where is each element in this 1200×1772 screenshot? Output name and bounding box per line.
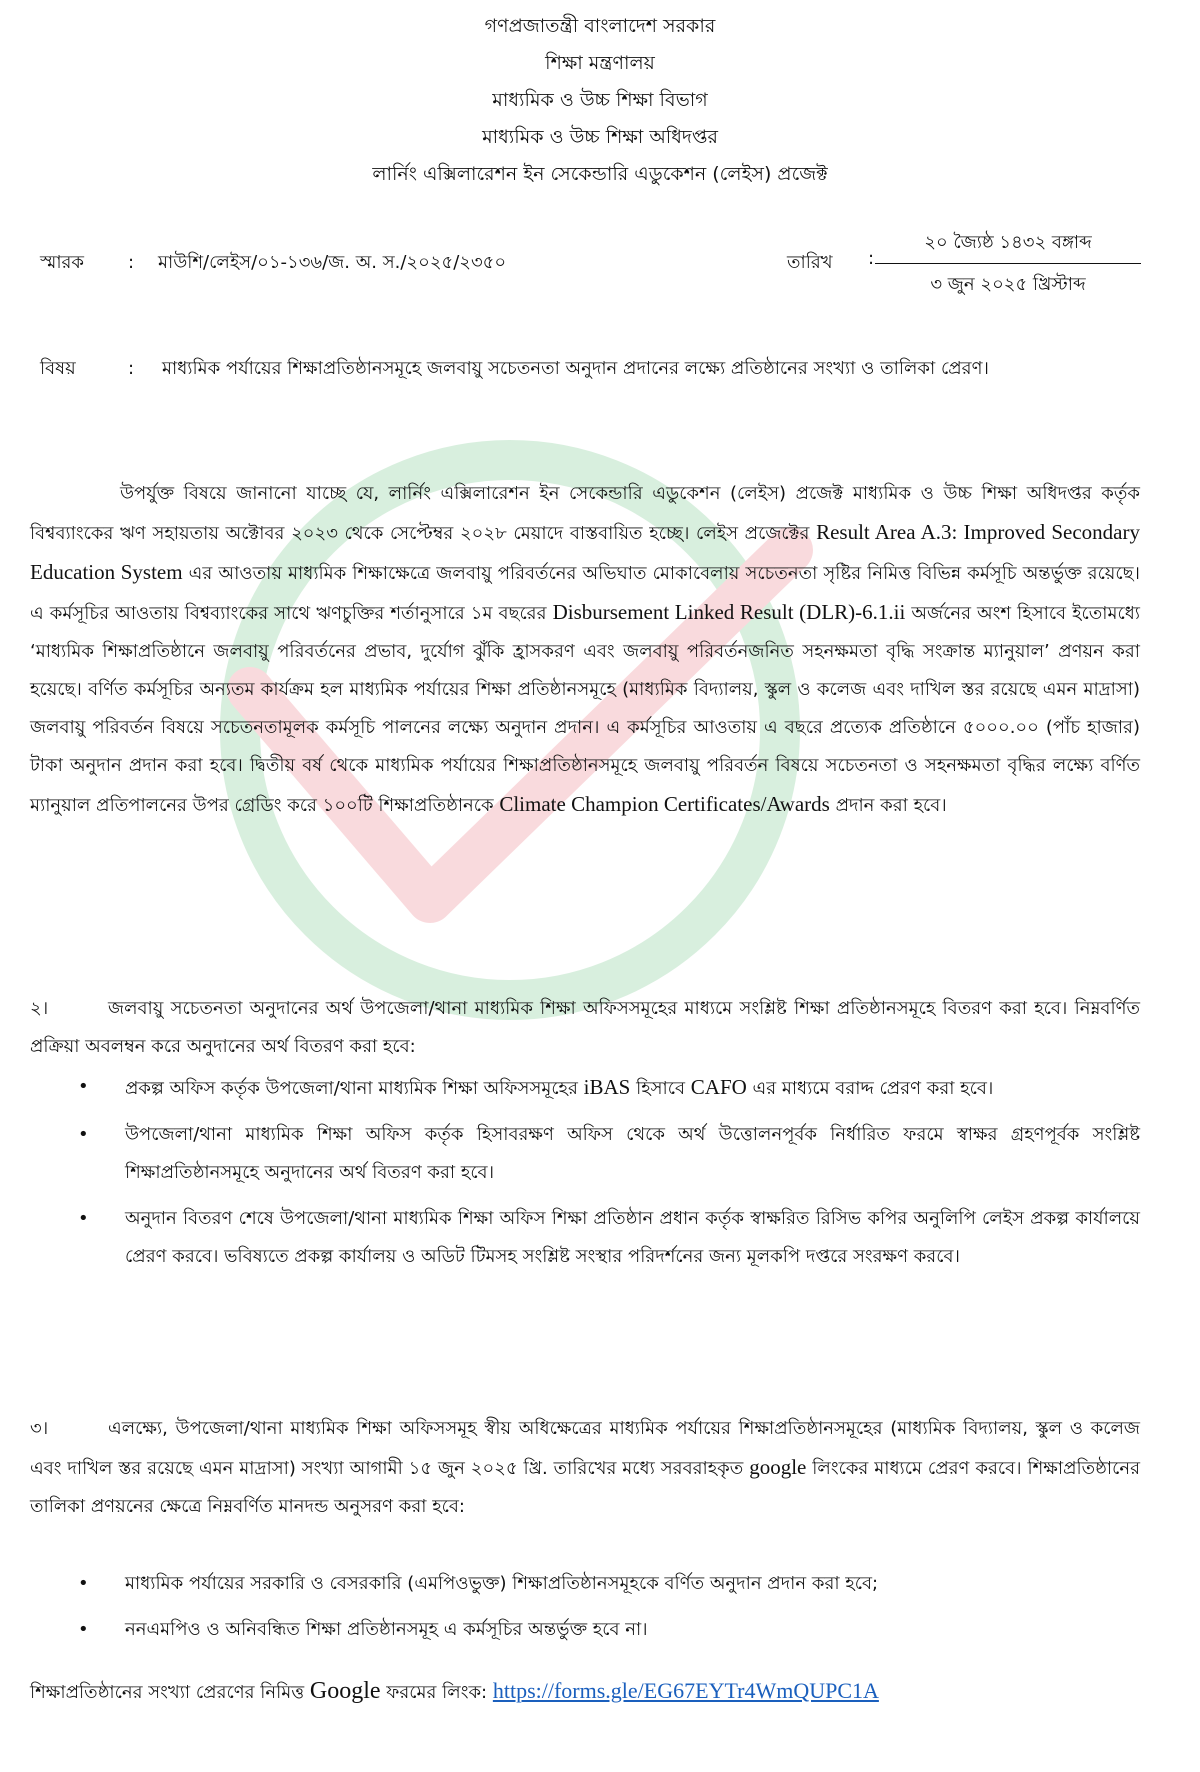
list-item-text: মাধ্যমিক পর্যায়ের সরকারি ও বেসরকারি (এমপিওভুক্ত) শিক্ষাপ্রতিষ্ঠানসমূহকে বর্ণিত অনুদান প্রদান করা হবে; [125,1573,879,1594]
reference-label: স্মারক [40,252,85,273]
list-item [40,1611,1140,1649]
date-english: ৩ জুন ২০২৫ খ্রিস্টাব্দ [930,274,1086,295]
subject-label: বিষয় [40,358,76,379]
paragraph-1 [30,475,1140,825]
dlr-term: Disbursement Linked Result (DLR)-6.1.ii [552,600,906,624]
bullet-icon: • [78,1619,89,1640]
google-form-link[interactable]: https://forms.gle/EG67EYTr4WmQUPC1A [492,1678,879,1703]
list-item [40,1200,1140,1276]
list-item-text: অনুদান বিতরণ শেষে উপজেলা/থানা মাধ্যমিক শিক্ষা অফিস শিক্ষা প্রতিষ্ঠান প্রধান কর্তৃক স্বাক্ষরিত রিসিভ কপির অনুলিপি লেইস প্রকল্প কার্যালয়ে প্রেরণ করবে। ভবিষ্যতে প্রকল্প কার্যালয় ও অডিট টিমসহ সংশ্লিষ্ট সংস্থার পরিদর্শনের জন্য মূলকপি দপ্তরে সংরক্ষণ করবে। [125,1208,1140,1267]
form-link-line [30,1678,879,1709]
bullet-icon: • [78,1076,89,1097]
date-colon: : [868,248,875,269]
paragraph-3 [30,1410,1140,1526]
subject-row [40,350,1140,388]
date-label: তারিখ [787,252,833,273]
paragraph-3-text-b: লিংকের মাধ্যমে প্রেরণ করবে। শিক্ষাপ্রতিষ্ঠানের তালিকা প্রণয়নের ক্ষেত্রে নিম্নবর্ণিত মানদন্ড অনুসরণ করা হবে: [30,1458,1140,1517]
list-item-text: এর মাধ্যমে বরাদ্দ প্রেরণ করা হবে। [746,1078,994,1099]
letterhead-government: গণপ্রজাতন্ত্রী বাংলাদেশ সরকার [484,15,716,37]
letterhead-ministry: শিক্ষা মন্ত্রণালয় [545,52,655,74]
bullet-icon: • [78,1573,89,1594]
subject-text: মাধ্যমিক পর্যায়ের শিক্ষাপ্রতিষ্ঠানসমূহে জলবায়ু সচেতনতা অনুদান প্রদানের লক্ষ্যে প্রতিষ্ঠানের সংখ্যা ও তালিকা প্রেরণ। [162,358,989,379]
climate-champion-term: Climate Champion Certificates/Awards [499,792,830,816]
list-item-text: হিসাবে [630,1078,691,1099]
google-term: google [749,1455,807,1479]
paragraph-3-number: ৩। [30,1418,49,1439]
paragraph-1-text-c: অর্জনের অংশ হিসাবে ইতোমধ্যে ‘মাধ্যমিক শিক্ষাপ্রতিষ্ঠানে জলবায়ু পরিবর্তনের প্রভাব, দুর্যোগ ঝুঁকি হ্রাসকরণ এবং জলবায়ু পরিবর্তনজনিত সহনক্ষমতা বৃদ্ধি সংক্রান্ত ম্যানুয়াল’ প্রণয়ন করা হয়েছে। বর্ণিত কর্মসূচির অন্যতম কার্যক্রম হল মাধ্যমিক পর্যায়ের শিক্ষা প্রতিষ্ঠানসমূহে (মাধ্যমিক বিদ্যালয়, স্কুল ও কলেজ এবং দাখিল স্তর রয়েছে এমন মাদ্রাসা) জলবায়ু পরিবর্তন বিষয়ে সচেতনতামূলক কর্মসূচি পালনের লক্ষ্যে অনুদান প্রদান। এ কর্মসূচির আওতায় এ বছরে প্রত্যেক প্রতিষ্ঠানে ৫০০০.০০ (পাঁচ হাজার) টাকা অনুদান প্রদান করা হবে। দ্বিতীয় বর্ষ থেকে মাধ্যমিক পর্যায়ের শিক্ষাপ্রতিষ্ঠানসমূহে জলবায়ু পরিবর্তন বিষয়ে সচেতনতা ও সহনক্ষমতা বৃদ্ধির লক্ষ্যে বর্ণিত ম্যানুয়াল প্রতিপালনের উপর গ্রেডিং করে ১০০টি শিক্ষাপ্রতিষ্ঠানকে [30,603,1140,816]
disbursement-steps-list [40,1068,1140,1284]
list-item [40,1565,1140,1603]
bullet-icon: • [78,1124,89,1145]
form-link-label-a: শিক্ষাপ্রতিষ্ঠানের সংখ্যা প্রেরণের নিমিত্ত [30,1682,310,1703]
list-item-text: ননএমপিও ও অনিবন্ধিত শিক্ষা প্রতিষ্ঠানসমূহ এ কর্মসূচির অন্তর্ভুক্ত হবে না। [125,1619,648,1640]
list-item-text: উপজেলা/থানা মাধ্যমিক শিক্ষা অফিস কর্তৃক হিসাবরক্ষণ অফিস থেকে অর্থ উত্তোলনপূর্বক নির্ধারিত ফরমে স্বাক্ষর গ্রহণপূর্বক সংশ্লিষ্ট শিক্ষাপ্রতিষ্ঠানসমূহে অনুদানের অর্থ বিতরণ করা হবে। [125,1124,1140,1183]
criteria-list [40,1565,1140,1657]
result-area-term: Result Area A.3: Improved Secondary Education System [30,520,1140,584]
paragraph-1-text-d: প্রদান করা হবে। [829,795,947,816]
form-link-label-b: ফরমের লিংক: [380,1682,493,1703]
ibas-term: iBAS [583,1075,631,1099]
list-item [40,1068,1140,1108]
paragraph-2 [30,990,1140,1066]
form-link-google: Google [309,1678,381,1704]
reference-number: মাউশি/লেইস/০১-১৩৬/জ. অ. স./২০২৫/২৩৫০ [158,252,507,273]
reference-row [40,248,506,279]
bullet-icon: • [78,1208,89,1229]
paragraph-2-number: ২। [30,998,49,1019]
cafo-term: CAFO [690,1075,747,1099]
list-item-text: প্রকল্প অফিস কর্তৃক উপজেলা/থানা মাধ্যমিক শিক্ষা অফিসসমূহের [125,1078,584,1099]
date-block [875,228,1141,301]
letterhead [0,8,1200,193]
letterhead-directorate: মাধ্যমিক ও উচ্চ শিক্ষা অধিদপ্তর [482,126,718,148]
letterhead-division: মাধ্যমিক ও উচ্চ শিক্ষা বিভাগ [492,89,708,111]
list-item [40,1116,1140,1192]
paragraph-3-text-a: এলক্ষ্যে, উপজেলা/থানা মাধ্যমিক শিক্ষা অফিসসমূহ স্বীয় অধিক্ষেত্রের মাধ্যমিক পর্যায়ের শিক্ষাপ্রতিষ্ঠানসমূহের (মাধ্যমিক বিদ্যালয়, স্কুল ও কলেজ এবং দাখিল স্তর রয়েছে এমন মাদ্রাসা) সংখ্যা আগামী ১৫ জুন ২০২৫ খ্রি. তারিখের মধ্যে সরবরাহকৃত [30,1418,1140,1479]
reference-colon: : [128,252,135,273]
date-bangla: ২০ জ্যৈষ্ঠ ১৪৩২ বঙ্গাব্দ [875,228,1141,264]
paragraph-1-text-a: উপর্যুক্ত বিষয়ে জানানো যাচ্ছে যে, লার্নিং এক্সিলারেশন ইন সেকেন্ডারি এডুকেশন (লেইস) প্রজেক্ট মাধ্যমিক ও উচ্চ শিক্ষা অধিদপ্তর কর্তৃক বিশ্বব্যাংকের ঋণ সহায়তায় অক্টোবর ২০২৩ থেকে সেপ্টেম্বর ২০২৮ মেয়াদে বাস্তবায়িত হচ্ছে। লেইস প্রজেক্টের [30,483,1140,544]
paragraph-1-text-b: এর আওতায় মাধ্যমিক শিক্ষাক্ষেত্রে জলবায়ু পরিবর্তনের অভিঘাত মোকাবেলায় সচেতনতা সৃষ্টির নিমিত্ত বিভিন্ন কর্মসূচি অন্তর্ভুক্ত রয়েছে। এ কর্মসূচির আওতায় বিশ্বব্যাংকের সাথে ঋণচুক্তির শর্তানুসারে ১ম বছরের [30,563,1140,624]
paragraph-2-text: জলবায়ু সচেতনতা অনুদানের অর্থ উপজেলা/থানা মাধ্যমিক শিক্ষা অফিসসমূহের মাধ্যমে সংশ্লিষ্ট শিক্ষা প্রতিষ্ঠানসমূহে বিতরণ করা হবে। নিম্নবর্ণিত প্রক্রিয়া অবলম্বন করে অনুদানের অর্থ বিতরণ করা হবে: [30,998,1140,1057]
subject-colon: : [128,358,135,379]
letterhead-project: লার্নিং এক্সিলারেশন ইন সেকেন্ডারি এডুকেশন (লেইস) প্রজেক্ট [372,163,828,185]
